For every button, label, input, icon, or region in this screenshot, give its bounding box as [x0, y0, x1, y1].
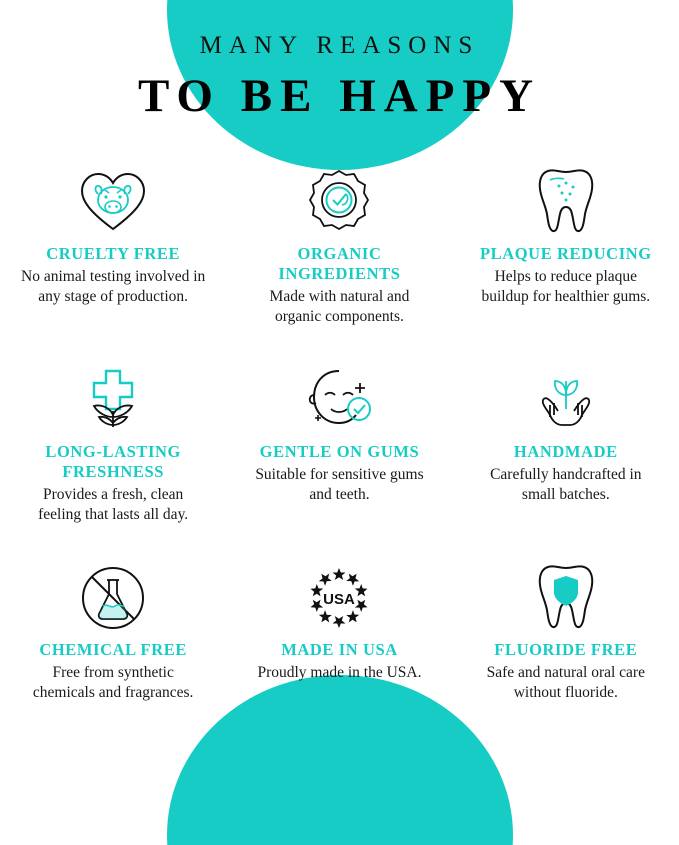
- no-chemicals-flask-icon: [77, 556, 149, 640]
- feature-plaque-reducing: [453, 160, 679, 358]
- feature-description: Provides a fresh, clean feeling that lasts all day.: [38, 486, 189, 523]
- feature-title: FLUORIDE FREE: [494, 640, 638, 659]
- feature-description: Suitable for sensitive gums and teeth.: [255, 466, 424, 503]
- feature-title: CRUELTY FREE: [46, 244, 181, 263]
- feature-description: Free from synthetic chemicals and fragrances.: [32, 664, 194, 701]
- feature-gentle-on-gums: [226, 358, 452, 556]
- feature-handmade: [453, 358, 679, 556]
- feature-description: Proudly made in the USA.: [257, 664, 422, 681]
- heart-cow-icon: [78, 160, 148, 244]
- feature-description: Safe and natural oral care without fluoride.: [486, 664, 645, 701]
- cross-leaves-icon: [78, 358, 148, 442]
- feature-cruelty-free: [0, 160, 226, 358]
- feature-chemical-free: [0, 556, 226, 754]
- svg-text:USA: USA: [323, 591, 356, 608]
- feature-title: MADE IN USA: [281, 640, 398, 659]
- feature-made-in-usa: [226, 556, 452, 754]
- feature-organic-ingredients: [226, 160, 452, 358]
- features-grid: [0, 160, 679, 754]
- feature-long-lasting-freshness: [0, 358, 226, 556]
- header-subtitle: MANY REASONS: [199, 32, 480, 59]
- hands-plant-icon: [528, 358, 604, 442]
- page-header: [0, 26, 679, 126]
- feature-title: LONG-LASTING FRESHNESS: [45, 442, 181, 481]
- feature-description: Helps to reduce plaque buildup for healthier gums.: [481, 268, 651, 305]
- tooth-shield-icon: [536, 556, 596, 640]
- feature-title: CHEMICAL FREE: [39, 640, 187, 659]
- feature-description: Made with natural and organic components.: [269, 288, 410, 325]
- usa-stars-badge-icon: [301, 556, 377, 640]
- feature-title: ORGANIC INGREDIENTS: [278, 244, 401, 283]
- feature-title: HANDMADE: [513, 442, 618, 461]
- tooth-plaque-icon: [536, 160, 596, 244]
- feature-description: No animal testing involved in any stage of production.: [21, 268, 206, 305]
- face-check-icon: [301, 358, 377, 442]
- organic-badge-leaf-icon: [303, 160, 375, 244]
- feature-fluoride-free: [453, 556, 679, 754]
- feature-title: PLAQUE REDUCING: [479, 244, 652, 263]
- page-title: TO BE HAPPY: [137, 70, 542, 122]
- feature-description: Carefully handcrafted in small batches.: [490, 466, 642, 503]
- feature-title: GENTLE ON GUMS: [259, 442, 420, 461]
